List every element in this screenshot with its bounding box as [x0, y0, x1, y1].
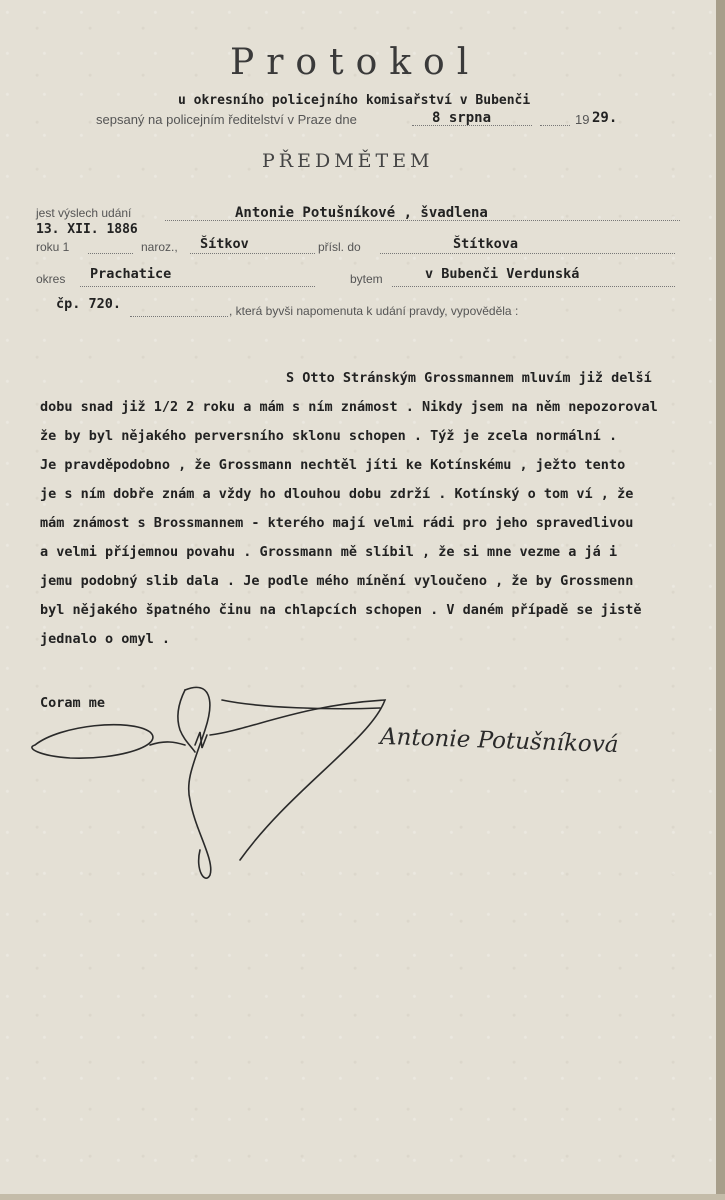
statement-line: jednalo o omyl .	[40, 631, 171, 647]
district: Prachatice	[90, 266, 172, 282]
label-born: naroz.,	[141, 240, 178, 254]
statement-line: je s ním dobře znám a vždy ho dlouhou dobu zdrží . Kotínský o tom ví , že	[40, 486, 634, 502]
year-suffix: 29.	[592, 110, 618, 126]
statement-line: že by byl nějakého perversního sklonu schopen . Týž je zcela normální .	[40, 428, 618, 444]
year-prefix: 19	[575, 112, 590, 127]
label-year: roku 1	[36, 240, 70, 254]
written-prefix: sepsaný na policejním ředitelství v Praze dne	[96, 112, 357, 127]
document-title: Protokol	[230, 42, 481, 83]
office-line: u okresního policejního komisařství v Bubenči	[178, 93, 531, 108]
birth-date: 13. XII. 1886	[36, 222, 138, 237]
date-day-month: 8 srpna	[432, 110, 492, 126]
label-hearing: jest výslech udání	[36, 206, 132, 220]
domicile: Štítkova	[453, 236, 519, 252]
house-number: čp. 720.	[56, 296, 122, 312]
closing-formula: , která byvši napomenuta k udání pravdy, vypověděla :	[229, 304, 519, 318]
coram-label: Coram me	[40, 695, 106, 711]
label-residence: bytem	[350, 272, 383, 286]
statement-line: dobu snad již 1/2 2 roku a mám s ním známost . Nikdy jsem na něm nepozoroval	[40, 399, 658, 415]
statement-line: Je pravděpodobno , že Grossmann nechtěl jíti ke Kotínskému , ježto tento	[40, 457, 626, 473]
statement-line: mám známost s Brossmannem - kterého mají velmi rádi pro jeho spravedlivou	[40, 515, 634, 531]
residence: v Bubenči Verdunská	[425, 266, 580, 282]
witness-name: Antonie Potušníkové , švadlena	[235, 205, 488, 221]
statement-line: S Otto Stránským Grossmannem mluvím již delší	[286, 370, 652, 386]
statement-line: a velmi příjemnou povahu . Grossmann mě slíbil , že si mne vezme a já i	[40, 544, 618, 560]
witness-signature: Antonie Potušníková	[379, 723, 619, 759]
statement-line: jemu podobný slib dala . Je podle mého mínění vyloučeno , že by Grossmenn	[40, 573, 634, 589]
birthplace: Šítkov	[200, 236, 249, 252]
label-domicile: přísl. do	[318, 240, 361, 254]
subject-heading: PŘEDMĚTEM	[262, 150, 434, 172]
statement-line: byl nějakého špatného činu na chlapcích schopen . V daném případě se jistě	[40, 602, 642, 618]
label-district: okres	[36, 272, 66, 286]
